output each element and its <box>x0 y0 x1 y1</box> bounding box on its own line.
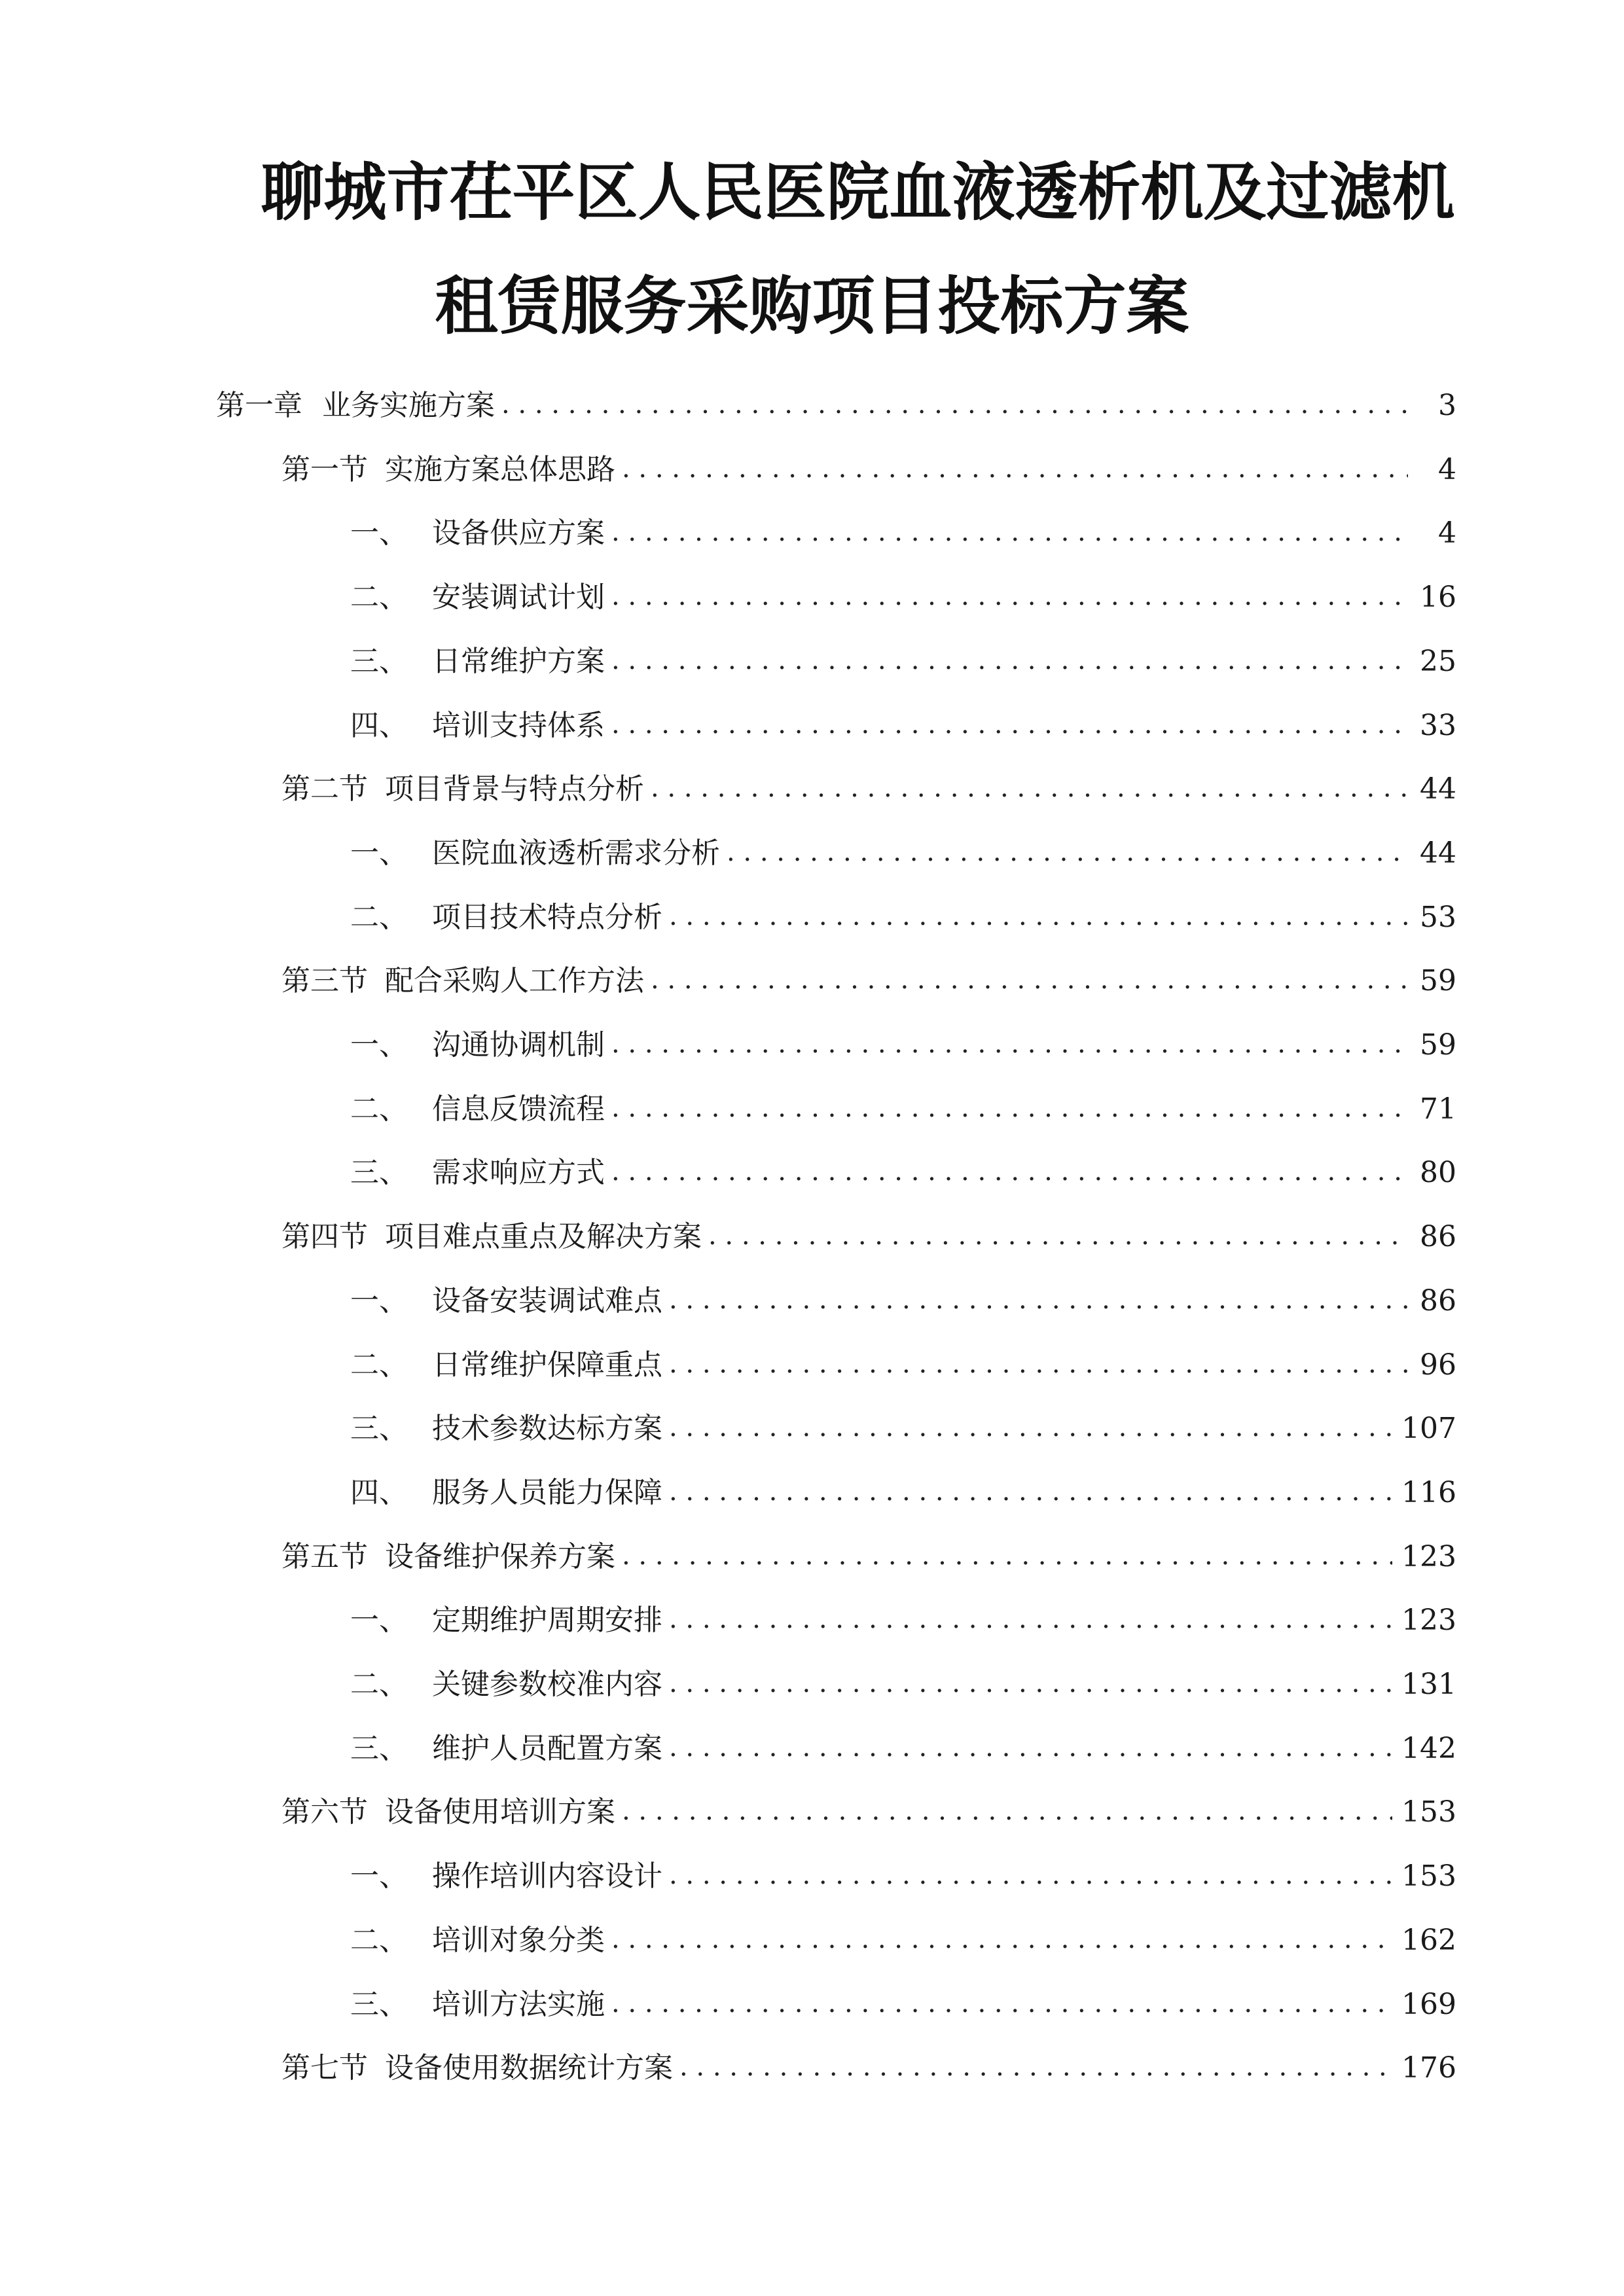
toc-dot-leader <box>611 711 1408 740</box>
toc-entry-text: 服务人员能力保障 <box>432 1475 662 1509</box>
toc-entry-number: 三、 <box>350 1731 408 1765</box>
toc-entry-label <box>281 1795 615 1829</box>
toc-entry-text: 项目背景与特点分析 <box>385 772 644 806</box>
toc-dot-leader <box>611 647 1408 676</box>
toc-entry-number: 第五节 <box>281 1539 368 1573</box>
toc-entry-label <box>350 1412 662 1446</box>
toc-entry-label <box>281 1539 615 1573</box>
toc-entry-text: 技术参数达标方案 <box>432 1412 662 1446</box>
toc-dot-leader <box>727 839 1408 868</box>
toc-dot-leader <box>669 1351 1408 1380</box>
toc-page-number: 86 <box>1420 1220 1456 1254</box>
toc-entry-label <box>281 452 615 486</box>
toc-entry-label <box>216 391 495 420</box>
toc-entry-label <box>350 836 720 870</box>
toc-entry-number: 第三节 <box>281 964 368 998</box>
toc-dot-leader <box>669 1670 1392 1699</box>
toc-entry-number: 第二节 <box>281 772 368 806</box>
toc-entry[interactable] <box>350 824 1456 883</box>
toc-entry-label <box>350 1475 662 1509</box>
toc-entry[interactable] <box>350 1975 1456 2034</box>
toc-dot-leader <box>669 1606 1392 1635</box>
toc-entry[interactable] <box>350 1463 1456 1522</box>
toc-entry[interactable] <box>216 376 1456 435</box>
toc-entry[interactable] <box>281 440 1456 499</box>
toc-page-number: 3 <box>1438 389 1456 422</box>
toc-entry-number: 第六节 <box>281 1795 368 1829</box>
toc-entry-number: 第七节 <box>281 2051 368 2085</box>
toc-entry-number: 二、 <box>350 1923 408 1957</box>
toc-entry-label <box>350 1923 605 1957</box>
toc-entry[interactable] <box>350 1847 1456 1906</box>
toc-entry-label <box>350 1859 662 1893</box>
toc-page-number: 116 <box>1401 1475 1456 1509</box>
toc-entry[interactable] <box>350 1591 1456 1650</box>
toc-entry-text: 实施方案总体思路 <box>385 452 615 486</box>
toc-entry-text: 安装调试计划 <box>432 581 605 615</box>
toc-entry-number: 三、 <box>350 1412 408 1446</box>
toc-entry-text: 沟通协调机制 <box>432 1028 605 1062</box>
toc-entry-number: 二、 <box>350 1668 408 1701</box>
toc-entry-label <box>350 644 605 678</box>
toc-dot-leader <box>669 1287 1408 1316</box>
toc-entry[interactable] <box>350 1336 1456 1395</box>
toc-entry-text: 关键参数校准内容 <box>432 1668 662 1701</box>
toc-page-number: 44 <box>1420 772 1456 806</box>
toc-entry-number: 二、 <box>350 1092 408 1126</box>
toc-page-number: 80 <box>1420 1156 1456 1190</box>
toc-entry[interactable] <box>350 1655 1456 1714</box>
toc-entry-label <box>350 1348 662 1382</box>
toc-entry-number: 第一节 <box>281 452 368 486</box>
toc-dot-leader <box>669 1734 1392 1763</box>
toc-entry-number: 一、 <box>350 1028 408 1062</box>
toc-dot-leader <box>611 1095 1408 1124</box>
toc-page-number: 59 <box>1420 964 1456 998</box>
toc-dot-leader <box>611 1926 1392 1955</box>
toc-entry-number: 一、 <box>350 836 408 870</box>
toc-dot-leader <box>669 1862 1392 1891</box>
toc-dot-leader <box>611 1158 1408 1187</box>
toc-dot-leader <box>501 391 1408 420</box>
toc-entry[interactable] <box>350 1911 1456 1970</box>
toc-page-number: 96 <box>1420 1348 1456 1382</box>
toc-page-number: 142 <box>1401 1731 1456 1765</box>
toc-entry[interactable] <box>281 952 1456 1011</box>
toc-dot-leader <box>651 775 1408 804</box>
toc-dot-leader <box>622 1798 1392 1827</box>
toc-dot-leader <box>669 903 1408 932</box>
toc-entry-label <box>350 581 605 615</box>
toc-entry-text: 设备安装调试难点 <box>432 1283 662 1318</box>
toc-entry-text: 维护人员配置方案 <box>432 1731 662 1765</box>
toc-entry-text: 医院血液透析需求分析 <box>432 836 720 870</box>
toc-entry-label <box>350 1604 662 1638</box>
toc-dot-leader <box>611 519 1408 548</box>
toc-entry-text: 日常维护保障重点 <box>432 1348 662 1382</box>
toc-entry-text: 日常维护方案 <box>432 644 605 678</box>
toc-dot-leader <box>622 456 1408 484</box>
toc-entry[interactable] <box>350 1399 1456 1458</box>
toc-entry[interactable] <box>350 504 1456 563</box>
toc-entry-label <box>350 1092 605 1126</box>
toc-entry-number: 三、 <box>350 1156 408 1190</box>
toc-page-number: 59 <box>1420 1028 1456 1062</box>
toc-entry-text: 项目难点重点及解决方案 <box>385 1220 702 1254</box>
toc-entry-number: 一、 <box>350 516 408 550</box>
toc-entry-text: 操作培训内容设计 <box>432 1859 662 1893</box>
toc-entry-number: 四、 <box>350 1475 408 1509</box>
toc-entry-text: 需求响应方式 <box>432 1156 605 1190</box>
toc-page-number: 123 <box>1401 1604 1456 1638</box>
toc-dot-leader <box>611 1031 1408 1060</box>
toc-dot-leader <box>651 967 1408 996</box>
toc-entry[interactable] <box>281 2039 1456 2098</box>
toc-entry-text: 培训支持体系 <box>432 708 605 742</box>
toc-entry-text: 信息反馈流程 <box>432 1092 605 1126</box>
toc-entry-label <box>350 900 662 934</box>
toc-page-number: 131 <box>1401 1668 1456 1701</box>
toc-page-number: 169 <box>1401 1987 1456 2021</box>
toc-entry-number: 二、 <box>350 1348 408 1382</box>
toc-dot-leader <box>611 583 1408 612</box>
toc-entry-number: 二、 <box>350 900 408 934</box>
toc-entry-label <box>350 708 605 742</box>
toc-page-number: 107 <box>1401 1412 1456 1446</box>
toc-entry-label <box>350 1987 605 2021</box>
toc-dot-leader <box>669 1479 1392 1507</box>
document-title-line-2: 租赁服务采购项目投标方案 <box>435 270 1189 343</box>
document-title-line-1: 聊城市茌平区人民医院血液透析机及过滤机 <box>261 156 1455 229</box>
toc-entry-text: 项目技术特点分析 <box>432 900 662 934</box>
toc-entry[interactable] <box>350 568 1456 627</box>
toc-dot-leader <box>622 1543 1392 1571</box>
toc-dot-leader <box>708 1223 1408 1251</box>
toc-entry-label <box>281 772 644 806</box>
toc-entry-text: 培训对象分类 <box>432 1923 605 1957</box>
toc-entry-number: 二、 <box>350 581 408 615</box>
toc-entry-label <box>281 964 644 998</box>
toc-entry[interactable] <box>281 760 1456 819</box>
toc-entry-number: 第一章 <box>216 389 302 422</box>
toc-entry[interactable] <box>350 696 1456 755</box>
toc-entry[interactable] <box>350 1143 1456 1202</box>
toc-entry-label <box>350 516 605 550</box>
toc-page-number: 71 <box>1420 1092 1456 1126</box>
toc-entry-label <box>350 1283 662 1318</box>
toc-entry-text: 设备使用数据统计方案 <box>385 2051 673 2085</box>
toc-entry-label <box>350 1028 605 1062</box>
toc-entry[interactable] <box>350 632 1456 691</box>
toc-entry-label <box>350 1731 662 1765</box>
toc-page-number: 33 <box>1420 708 1456 742</box>
toc-entry[interactable] <box>281 1783 1456 1842</box>
toc-page-number: 44 <box>1420 836 1456 870</box>
toc-entry-number: 一、 <box>350 1859 408 1893</box>
toc-entry-number: 三、 <box>350 644 408 678</box>
toc-entry[interactable] <box>281 1208 1456 1266</box>
toc-entry-number: 一、 <box>350 1283 408 1318</box>
toc-page-number: 123 <box>1401 1539 1456 1573</box>
toc-page-number: 53 <box>1420 900 1456 934</box>
toc-entry-text: 配合采购人工作方法 <box>385 964 644 998</box>
toc-entry-text: 设备使用培训方案 <box>385 1795 615 1829</box>
toc-entry-label <box>350 1156 605 1190</box>
toc-entry[interactable] <box>350 1719 1456 1778</box>
toc-entry-text: 业务实施方案 <box>322 389 495 422</box>
toc-entry-text: 设备供应方案 <box>432 516 605 550</box>
toc-entry[interactable] <box>350 1272 1456 1331</box>
toc-page-number: 4 <box>1438 516 1456 550</box>
toc-entry[interactable] <box>350 888 1456 947</box>
toc-page-number: 25 <box>1420 644 1456 678</box>
toc-dot-leader <box>679 2054 1392 2083</box>
toc-entry[interactable] <box>350 1016 1456 1075</box>
toc-entry-label <box>350 1670 662 1699</box>
toc-entry-number: 三、 <box>350 1987 408 2021</box>
toc-entry-number: 第四节 <box>281 1220 368 1254</box>
toc-entry[interactable] <box>350 1080 1456 1139</box>
toc-entry-text: 培训方法实施 <box>432 1987 605 2021</box>
toc-entry-text: 定期维护周期安排 <box>432 1604 662 1638</box>
toc-page-number: 153 <box>1401 1795 1456 1829</box>
toc-entry-text: 设备维护保养方案 <box>385 1539 615 1573</box>
toc-dot-leader <box>669 1414 1392 1443</box>
toc-page-number: 16 <box>1420 581 1456 615</box>
toc-page-number: 162 <box>1401 1923 1456 1957</box>
toc-entry-label <box>281 2051 673 2085</box>
toc-page-number: 176 <box>1401 2051 1456 2085</box>
toc-entry[interactable] <box>281 1528 1456 1587</box>
toc-page-number: 153 <box>1401 1859 1456 1893</box>
toc-page-number: 86 <box>1420 1283 1456 1318</box>
toc-entry-number: 一、 <box>350 1604 408 1638</box>
toc-entry-number: 四、 <box>350 708 408 742</box>
toc-dot-leader <box>611 1990 1392 2019</box>
toc-entry-label <box>281 1220 702 1254</box>
toc-page-number: 4 <box>1438 452 1456 486</box>
